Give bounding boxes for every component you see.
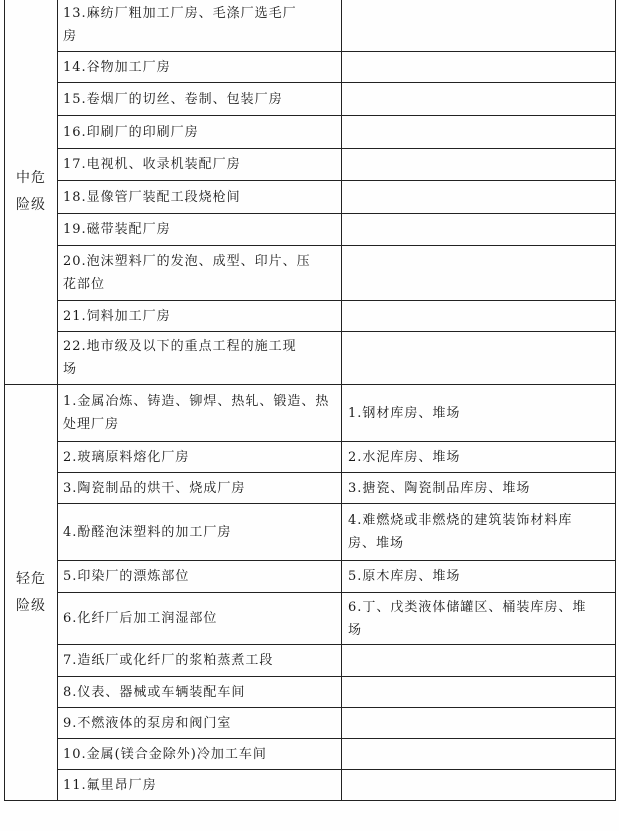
table-row: [5, 0, 616, 52]
factory-cell: [58, 0, 342, 52]
table-row: [5, 677, 616, 708]
factory-cell: [58, 442, 342, 473]
warehouse-cell: [342, 677, 616, 708]
table-row: [5, 116, 616, 149]
factory-text: 20.泡沫塑料厂的发泡、成型、印片、压: [63, 254, 311, 269]
warehouse-cell: [342, 561, 616, 593]
factory-cell: [58, 593, 342, 645]
hazard-category-cell: [5, 385, 58, 801]
factory-cell: [58, 116, 342, 149]
factory-text: 13.麻纺厂粗加工厂房、毛涤厂选毛厂: [63, 6, 297, 21]
factory-cell: [58, 332, 342, 385]
factory-text: 3.陶瓷制品的烘干、烧成厂房: [63, 480, 246, 496]
factory-text: 17.电视机、收录机装配厂房: [63, 157, 241, 172]
factory-text: 11.氟里昂厂房: [63, 777, 157, 793]
factory-cell: [58, 739, 342, 770]
factory-text: 6.化纤厂后加工润湿部位: [63, 611, 218, 626]
table-row: [5, 385, 616, 442]
warehouse-text: 4.难燃烧或非燃烧的建筑装饰材料库: [348, 513, 573, 528]
factory-text: 花部位: [63, 277, 106, 292]
table-row: [5, 645, 616, 677]
warehouse-cell: [342, 739, 616, 770]
factory-cell: [58, 246, 342, 301]
warehouse-cell: [342, 181, 616, 214]
factory-cell: [58, 83, 342, 116]
factory-text: 处理厂房: [63, 417, 120, 432]
factory-text: 8.仪表、器械或车辆装配车间: [63, 684, 246, 700]
warehouse-cell: [342, 301, 616, 332]
table-row: [5, 442, 616, 473]
factory-text: 22.地市级及以下的重点工程的施工现: [63, 339, 297, 354]
hazard-category-label: 险级: [16, 196, 46, 213]
factory-text: 16.印刷厂的印刷厂房: [63, 124, 199, 140]
table-row: [5, 770, 616, 801]
table-row: [5, 739, 616, 770]
factory-text: 2.玻璃原料熔化厂房: [63, 449, 190, 465]
factory-cell: [58, 473, 342, 504]
factory-cell: [58, 214, 342, 246]
hazard-category-cell: [5, 0, 58, 385]
warehouse-cell: [342, 442, 616, 473]
table-row: [5, 561, 616, 593]
factory-cell: [58, 561, 342, 593]
warehouse-text: 5.原木库房、堆场: [348, 569, 461, 584]
factory-cell: [58, 504, 342, 561]
factory-text: 18.显像管厂装配工段烧枪间: [63, 189, 241, 205]
warehouse-cell: [342, 0, 616, 52]
warehouse-text: 1.钢材库房、堆场: [348, 405, 461, 421]
factory-text: 14.谷物加工厂房: [63, 59, 171, 75]
warehouse-cell: [342, 473, 616, 504]
hazard-classification-table: [4, 0, 616, 801]
table-row: [5, 83, 616, 116]
warehouse-cell: [342, 645, 616, 677]
factory-text: 4.酚醛泡沫塑料的加工厂房: [63, 524, 232, 540]
table-row: [5, 246, 616, 301]
warehouse-cell: [342, 52, 616, 83]
warehouse-cell: [342, 83, 616, 116]
table-row: [5, 708, 616, 739]
table-row: [5, 593, 616, 645]
warehouse-text: 场: [348, 622, 363, 638]
warehouse-cell: [342, 149, 616, 181]
factory-text: 房: [63, 29, 78, 44]
factory-text: 9.不燃液体的泵房和阀门室: [63, 715, 232, 731]
table-row: [5, 332, 616, 385]
factory-cell: [58, 181, 342, 214]
factory-cell: [58, 52, 342, 83]
table-row: [5, 149, 616, 181]
factory-text: 场: [63, 362, 78, 377]
table-row: [5, 52, 616, 83]
hazard-category-label: 轻危: [16, 570, 46, 587]
table-row: [5, 473, 616, 504]
factory-cell: [58, 301, 342, 332]
table-row: [5, 301, 616, 332]
warehouse-cell: [342, 116, 616, 149]
factory-cell: [58, 770, 342, 801]
warehouse-cell: [342, 332, 616, 385]
hazard-category-label: 中危: [16, 169, 46, 186]
factory-text: 15.卷烟厂的切丝、卷制、包装厂房: [63, 91, 283, 107]
warehouse-cell: [342, 385, 616, 442]
factory-text: 10.金属(镁合金除外)冷加工车间: [63, 746, 267, 762]
factory-cell: [58, 708, 342, 739]
factory-cell: [58, 385, 342, 442]
factory-text: 5.印染厂的漂炼部位: [63, 569, 190, 584]
warehouse-text: 3.搪瓷、陶瓷制品库房、堆场: [348, 480, 531, 496]
table-row: [5, 214, 616, 246]
factory-cell: [58, 645, 342, 677]
table-body: [5, 0, 616, 801]
warehouse-cell: [342, 593, 616, 645]
hazard-category-label: 险级: [16, 597, 46, 614]
factory-text: 7.造纸厂或化纤厂的浆粕蒸煮工段: [63, 653, 274, 668]
factory-text: 21.饲料加工厂房: [63, 308, 171, 324]
warehouse-cell: [342, 770, 616, 801]
factory-text: 1.金属冶炼、铸造、铆焊、热轧、锻造、热: [63, 394, 330, 409]
table-row: [5, 181, 616, 214]
warehouse-text: 房、堆场: [348, 536, 405, 551]
warehouse-cell: [342, 708, 616, 739]
factory-cell: [58, 149, 342, 181]
factory-cell: [58, 677, 342, 708]
warehouse-cell: [342, 504, 616, 561]
warehouse-cell: [342, 214, 616, 246]
warehouse-cell: [342, 246, 616, 301]
factory-text: 19.磁带装配厂房: [63, 222, 171, 237]
table-row: [5, 504, 616, 561]
warehouse-text: 2.水泥库房、堆场: [348, 449, 461, 465]
warehouse-text: 6.丁、戊类液体储罐区、桶装库房、堆: [348, 599, 587, 615]
